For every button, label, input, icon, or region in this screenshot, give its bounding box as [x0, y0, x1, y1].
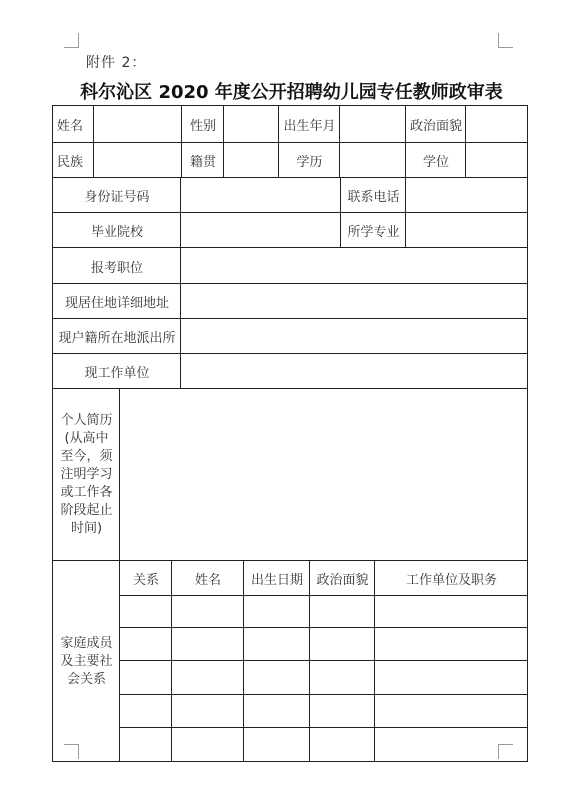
- family-row-3-name[interactable]: [171, 660, 244, 695]
- label-resume: 个人简历(从高中至今，须注明学习或工作各阶段起止时间): [60, 413, 113, 536]
- input-cell-education[interactable]: [339, 142, 406, 178]
- label-ethnicity: 民族: [57, 155, 84, 170]
- family-header-name: 姓名: [194, 573, 221, 588]
- family-row-3-work[interactable]: [374, 660, 528, 695]
- input-cell-id_number[interactable]: [180, 177, 341, 213]
- input-cell-address[interactable]: [180, 283, 528, 319]
- family-row-4-work[interactable]: [374, 694, 528, 728]
- input-cell-police_station[interactable]: [180, 318, 528, 354]
- family-row-3-birth[interactable]: [243, 660, 310, 695]
- family-row-2-relation[interactable]: [119, 627, 172, 661]
- family-row-4-relation[interactable]: [119, 694, 172, 728]
- family-row-1-work[interactable]: [374, 595, 528, 628]
- label-employer: 现工作单位: [84, 366, 150, 381]
- family-row-1-name[interactable]: [171, 595, 244, 628]
- label-address: 现居住地详细地址: [64, 296, 169, 311]
- family-row-3-relation[interactable]: [119, 660, 172, 695]
- label-degree: 学位: [422, 155, 449, 170]
- family-row-1-birth[interactable]: [243, 595, 310, 628]
- family-row-2-political[interactable]: [309, 627, 375, 661]
- family-row-5-work[interactable]: [374, 727, 528, 762]
- label-name: 姓名: [57, 119, 84, 134]
- input-cell-name[interactable]: [93, 105, 182, 143]
- label-birth: 出生年月: [283, 119, 336, 134]
- input-cell-ethnicity[interactable]: [93, 142, 182, 178]
- family-row-4-birth[interactable]: [243, 694, 310, 728]
- family-row-4-political[interactable]: [309, 694, 375, 728]
- family-row-5-relation[interactable]: [119, 727, 172, 762]
- family-row-1-relation[interactable]: [119, 595, 172, 628]
- crop-mark-top-right: [498, 33, 513, 48]
- label-id_number: 身份证号码: [84, 190, 150, 205]
- input-cell-gender[interactable]: [223, 105, 279, 143]
- input-cell-employer[interactable]: [180, 353, 528, 389]
- label-education: 学历: [296, 155, 323, 170]
- label-police_station: 现户籍所在地派出所: [58, 331, 176, 346]
- form-title: 科尔沁区 2020 年度公开招聘幼儿园专任教师政审表: [80, 82, 503, 103]
- label-position: 报考职位: [90, 260, 143, 276]
- input-cell-position[interactable]: [180, 247, 528, 284]
- family-header-relation: 关系: [132, 573, 159, 588]
- attachment-label: 附件 2：: [86, 55, 147, 71]
- label-major: 所学专业: [347, 225, 400, 240]
- input-cell-major[interactable]: [405, 212, 528, 248]
- input-cell-birth[interactable]: [339, 105, 406, 143]
- family-header-political: 政治面貌: [316, 573, 369, 588]
- label-political: 政治面貌: [409, 119, 462, 134]
- family-row-5-name[interactable]: [171, 727, 244, 762]
- input-cell-school[interactable]: [180, 212, 341, 248]
- family-row-2-name[interactable]: [171, 627, 244, 661]
- input-cell-degree[interactable]: [465, 142, 528, 178]
- family-row-5-birth[interactable]: [243, 727, 310, 762]
- family-row-5-political[interactable]: [309, 727, 375, 762]
- input-cell-native_place[interactable]: [223, 142, 279, 178]
- input-cell-political[interactable]: [465, 105, 528, 143]
- label-native_place: 籍贯: [189, 155, 216, 170]
- label-gender: 性别: [189, 119, 216, 134]
- family-header-work: 工作单位及职务: [405, 573, 497, 588]
- family-row-2-birth[interactable]: [243, 627, 310, 661]
- crop-mark-top-left: [64, 33, 79, 48]
- label-phone: 联系电话: [347, 190, 400, 205]
- label-school: 毕业院校: [90, 225, 143, 240]
- label-family: 家庭成员及主要社会关系: [60, 635, 113, 687]
- family-row-3-political[interactable]: [309, 660, 375, 695]
- family-row-2-work[interactable]: [374, 627, 528, 661]
- family-row-1-political[interactable]: [309, 595, 375, 628]
- family-row-4-name[interactable]: [171, 694, 244, 728]
- family-header-birth: 出生日期: [250, 573, 303, 588]
- input-cell-phone[interactable]: [405, 177, 528, 213]
- input-cell-resume[interactable]: [119, 388, 528, 561]
